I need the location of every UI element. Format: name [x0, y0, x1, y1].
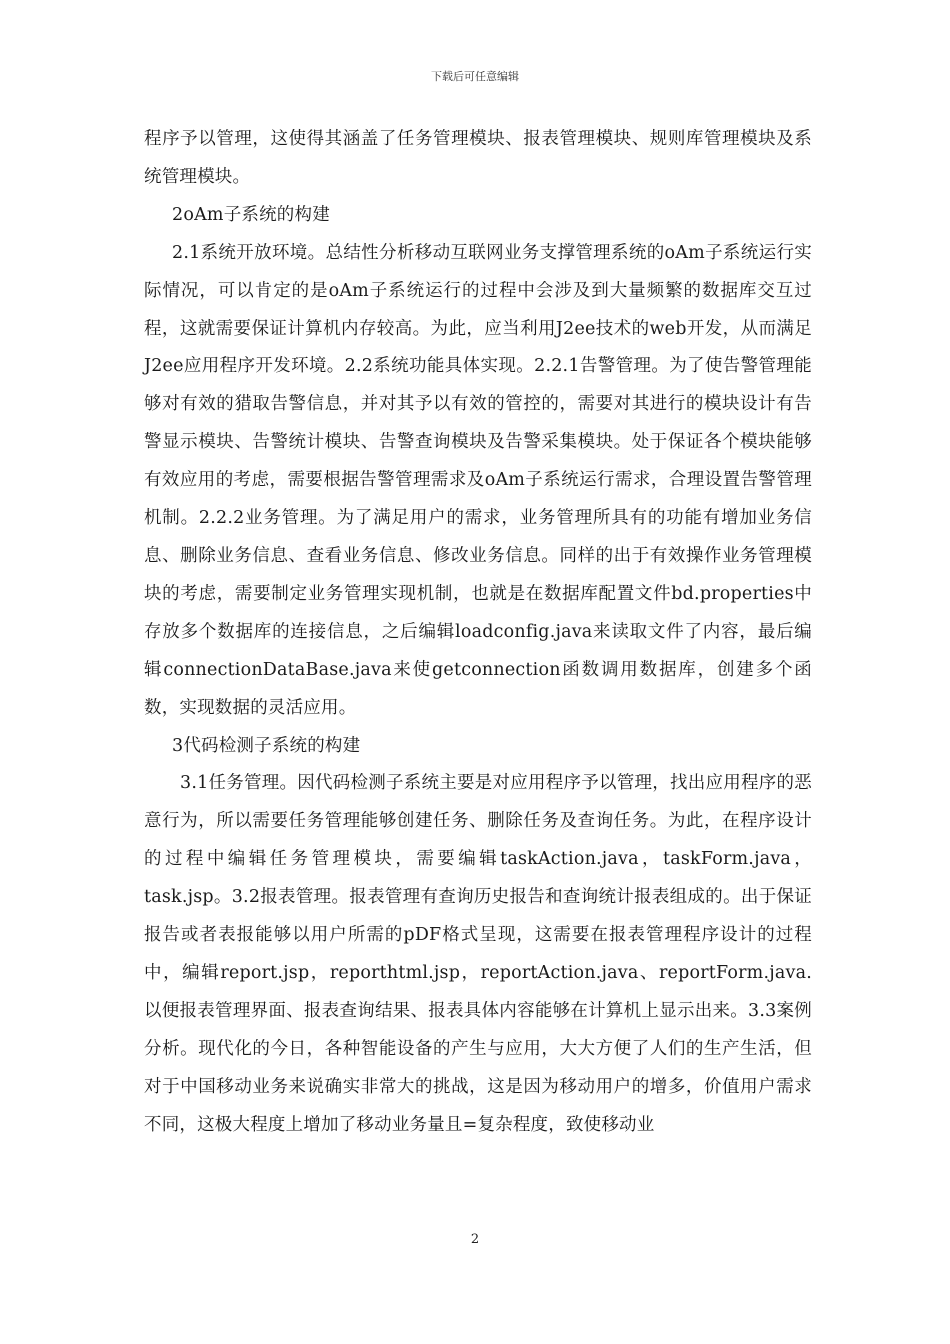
document-body	[144, 121, 812, 1144]
section-heading: 2oAm子系统的构建	[172, 204, 330, 225]
paragraph: 3.1任务管理。因代码检测子系统主要是对应用程序予以管理，找出应用程序的恶意行为，所以需要任务管理能够创建任务、删除任务及查询任务。为此，在程序设计的过程中编辑任务管理模块，需要编辑taskAction.java，taskForm.java，task.jsp。3.2报表管理。报表管理有查询历史报告和查询统计报表组成的。出于保证报告或者表报能够以用户所需的pDF格式呈现，这需要在报表管理程序设计的过程中，编辑report.jsp，reporthtml.jsp，reportAction.java、reportForm.java.以便报表管理界面、报表查询结果、报表具体内容能够在计算机上显示出来。3.3案例分析。现代化的今日，各种智能设备的产生与应用，大大方便了人们的生产生活，但对于中国移动业务来说确实非常大的挑战，这是因为移动用户的增多，价值用户需求不同，这极大程度上增加了移动业务量且=复杂程度，致使移动业	[144, 773, 812, 1135]
page-number: 2	[470, 1232, 480, 1247]
paragraph: 2.1系统开放环境。总结性分析移动互联网业务支撑管理系统的oAm子系统运行实际情况，可以肯定的是oAm子系统运行的过程中会涉及到大量频繁的数据库交互过程，这就需要保证计算机内存较高。为此，应当利用J2ee技术的web开发，从而满足J2ee应用程序开发环境。2.2系统功能具体实现。2.2.1告警管理。为了使告警管理能够对有效的猎取告警信息，并对其予以有效的管控的，需要对其进行的模块设计有告警显示模块、告警统计模块、告警查询模块及告警采集模块。处于保证各个模块能够有效应用的考虑，需要根据告警管理需求及oAm子系统运行需求，合理设置告警管理机制。2.2.2业务管理。为了满足用户的需求，业务管理所具有的功能有增加业务信息、删除业务信息、查看业务信息、修改业务信息。同样的出于有效操作业务管理模块的考虑，需要制定业务管理实现机制，也就是在数据库配置文件bd.properties中存放多个数据库的连接信息，之后编辑loadconfig.java来读取文件了内容，最后编辑connectionDataBase.java来使getconnection函数调用数据库，创建多个函数，实现数据的灵活应用。	[144, 242, 812, 718]
paragraph: 程序予以管理，这使得其涵盖了任务管理模块、报表管理模块、规则库管理模块及系统管理模块。	[144, 129, 812, 187]
page-header: 下载后可任意编辑	[431, 70, 519, 83]
section-heading: 3代码检测子系统的构建	[172, 735, 361, 756]
